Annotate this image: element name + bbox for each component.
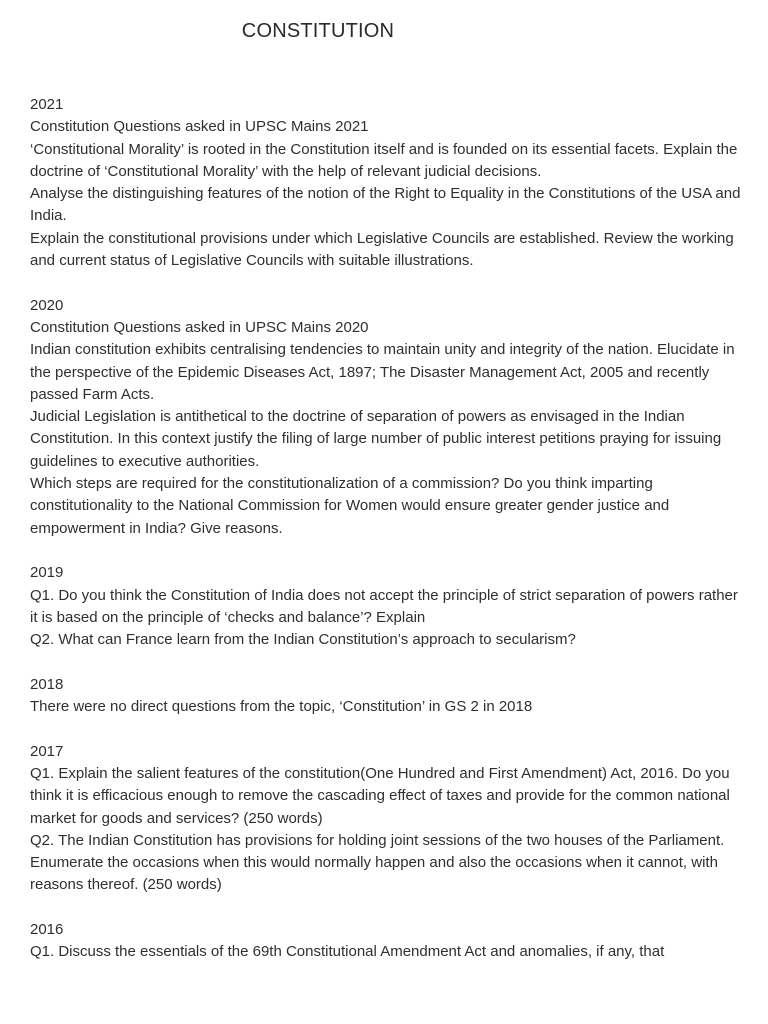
year-section-2016	[30, 919, 742, 964]
question-text: Analyse the distinguishing features of the notion of the Right to Equality in the Constitutions of the USA and India.	[30, 185, 741, 225]
year-section-2021	[30, 94, 742, 272]
document-body	[30, 94, 742, 986]
year-heading: 2016	[30, 920, 64, 938]
question-text: Judicial Legislation is antithetical to the doctrine of separation of powers as envisaged in the Indian Constitution. In this context justify the filing of large number of public interest petitions praying for issuing guidelines to executive authorities.	[30, 408, 722, 470]
section-intro: Constitution Questions asked in UPSC Mains 2021	[30, 118, 369, 136]
year-section-2019	[30, 562, 742, 651]
question-text: Indian constitution exhibits centralising tendencies to maintain unity and integrity of the nation. Elucidate in the perspective of the Epidemic Diseases Act, 1897; The Disaster Management Act, 2005 and recently passed Farm Acts.	[30, 341, 735, 403]
question-text: Explain the constitutional provisions under which Legislative Councils are established. Review the working and current status of Legislative Councils with suitable illustrations.	[30, 229, 734, 270]
question-text: Q2. What can France learn from the Indian Constitution’s approach to secularism?	[30, 631, 576, 649]
year-heading: 2018	[30, 675, 64, 693]
question-text: Q1. Explain the salient features of the constitution(One Hundred and First Amendment) Act, 2016. Do you think it is efficacious enough to remove the cascading effect of taxes and provide for the common national market for goods and services? (250 words)	[30, 764, 730, 827]
year-section-2018	[30, 674, 742, 719]
question-text: Which steps are required for the constitutionalization of a commission? Do you think imparting constitutionality to the National Commission for Women would ensure greater gender justice and empowerment in India? Give reasons.	[30, 475, 670, 537]
question-text: Q1. Do you think the Constitution of India does not accept the principle of strict separation of powers rather it is based on the principle of ‘checks and balance’? Explain	[30, 586, 738, 626]
question-text: ‘Constitutional Morality’ is rooted in the Constitution itself and is founded on its essential facets. Explain the doctrine of ‘Constitutional Morality’ with the help of relevant judicial decisions.	[30, 140, 738, 180]
year-heading: 2019	[30, 564, 64, 582]
section-intro: Constitution Questions asked in UPSC Mains 2020	[30, 318, 369, 336]
question-text: There were no direct questions from the topic, ‘Constitution’ in GS 2 in 2018	[30, 698, 533, 716]
question-text: Q2. The Indian Constitution has provisions for holding joint sessions of the two houses of the Parliament. Enumerate the occasions when this would normally happen and also the occasions when it cannot, with reasons thereof. (250 words)	[30, 831, 725, 894]
year-section-2020	[30, 295, 742, 540]
year-heading: 2020	[30, 296, 64, 314]
year-heading: 2017	[30, 742, 64, 760]
year-section-2017	[30, 741, 742, 897]
page-title: CONSTITUTION	[241, 20, 395, 42]
question-text: Q1. Discuss the essentials of the 69th Constitutional Amendment Act and anomalies, if any, that	[30, 943, 665, 961]
year-heading: 2021	[30, 96, 64, 113]
